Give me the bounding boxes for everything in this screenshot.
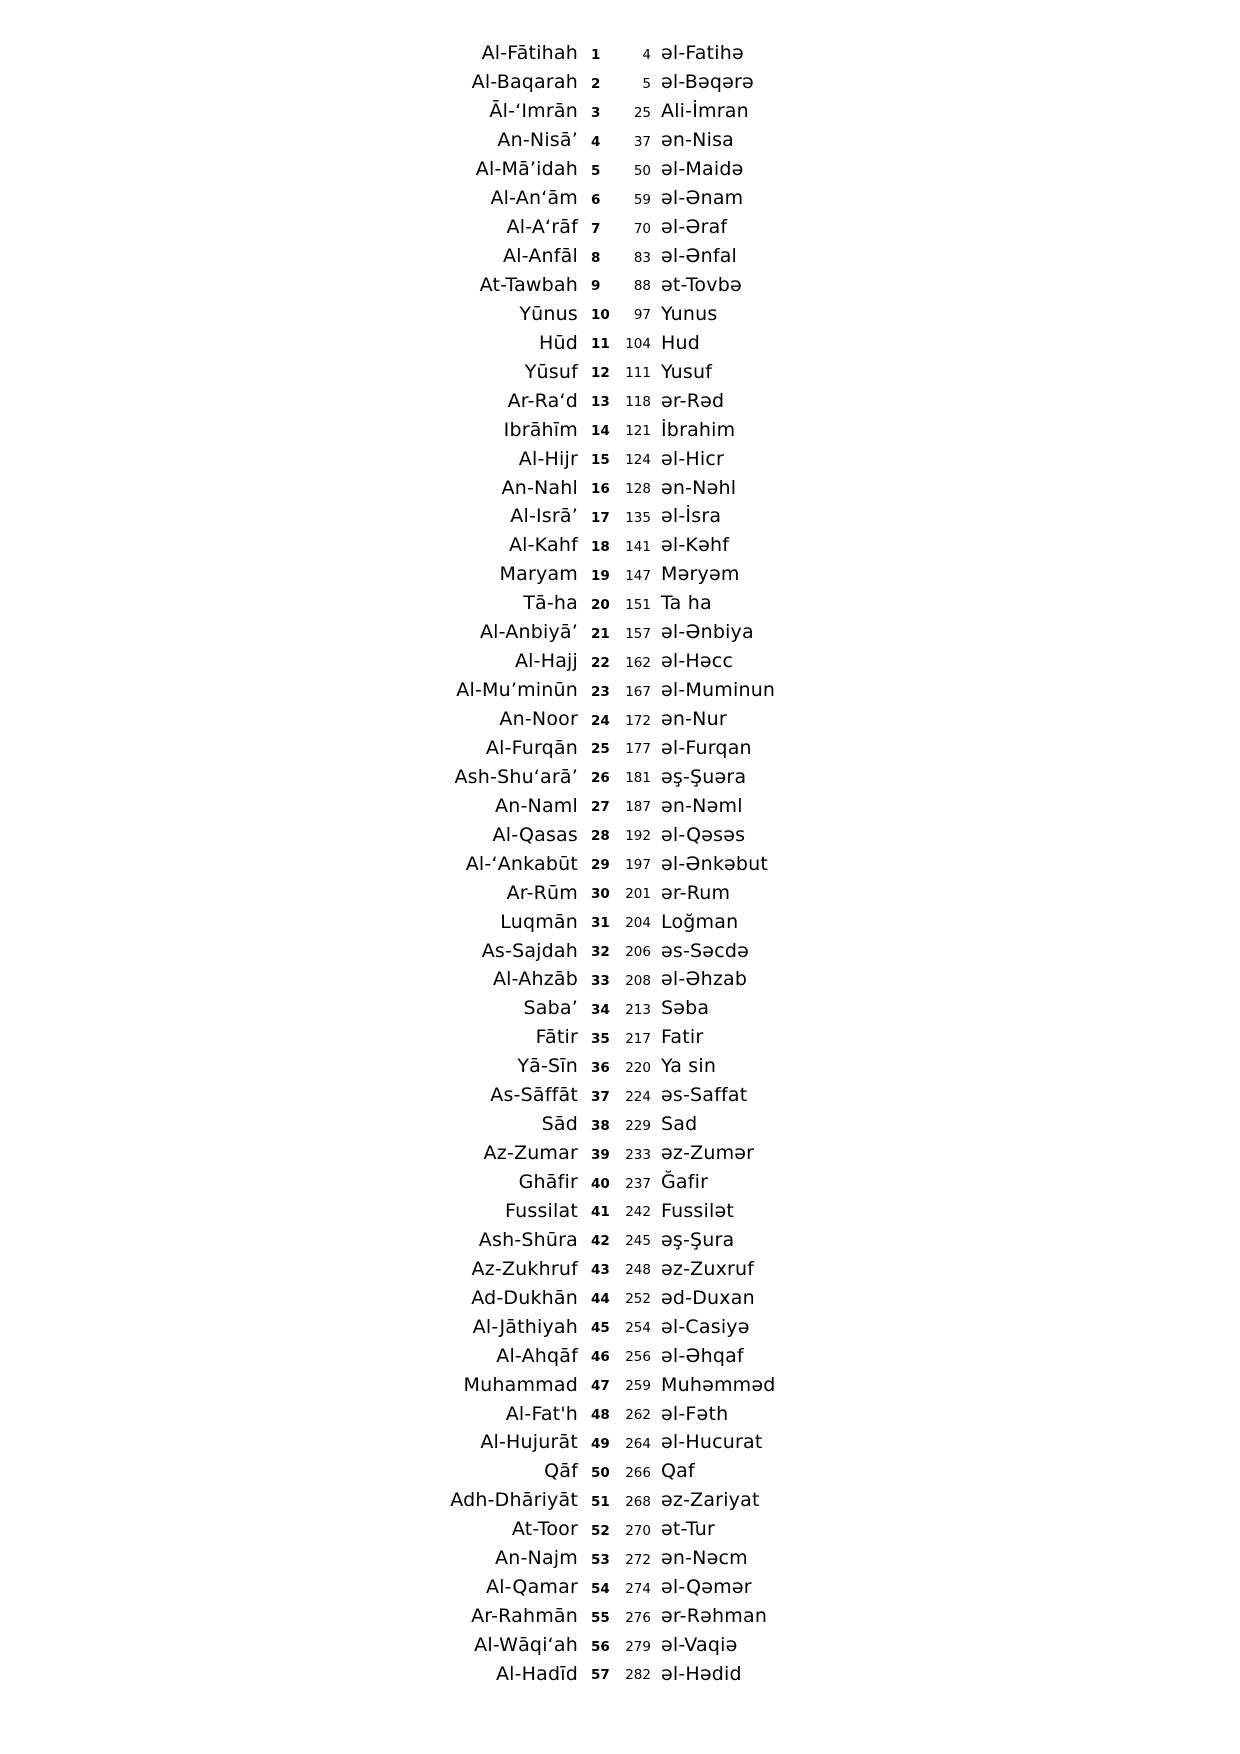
surah-number: 19 bbox=[591, 567, 610, 584]
surah-number: 31 bbox=[591, 915, 610, 932]
table-row bbox=[0, 1660, 1240, 1689]
surah-azerbaijani-name: ər-Rum bbox=[661, 881, 731, 904]
table-row bbox=[0, 502, 1240, 531]
surah-azerbaijani-name: əl-Furqan bbox=[661, 736, 752, 759]
surah-latin-name: Al-Furqān bbox=[485, 736, 578, 759]
surah-azerbaijani-name: İbrahim bbox=[661, 418, 736, 441]
surah-page-number: 254 bbox=[625, 1320, 651, 1337]
surah-latin-name: Ash-Shu‘arā’ bbox=[454, 765, 578, 788]
table-row bbox=[0, 1544, 1240, 1573]
surah-azerbaijani-name: əz-Zariyat bbox=[661, 1489, 760, 1512]
surah-number: 21 bbox=[591, 625, 610, 642]
surah-azerbaijani-name: əş-Şuəra bbox=[661, 765, 747, 788]
surah-page-number: 208 bbox=[625, 972, 651, 989]
surah-number: 49 bbox=[591, 1435, 610, 1452]
surah-latin-name: Al-Ahzāb bbox=[492, 968, 578, 991]
surah-latin-name: Al-A‘rāf bbox=[506, 216, 578, 239]
surah-page-number: 206 bbox=[625, 944, 651, 961]
surah-number: 36 bbox=[591, 1059, 610, 1076]
surah-number: 44 bbox=[591, 1291, 610, 1308]
surah-azerbaijani-name: əz-Zuxruf bbox=[661, 1257, 755, 1280]
surah-latin-name: Al-Mu’minūn bbox=[456, 679, 578, 702]
surah-page-number: 268 bbox=[625, 1493, 651, 1510]
surah-number: 14 bbox=[591, 423, 610, 440]
surah-latin-name: Muhammad bbox=[463, 1373, 578, 1396]
surah-azerbaijani-name: ən-Nisa bbox=[661, 129, 735, 152]
surah-azerbaijani-name: əl-Qəsəs bbox=[661, 823, 746, 846]
surah-latin-name: Al-Qasas bbox=[492, 823, 578, 846]
surah-number: 7 bbox=[591, 220, 601, 237]
surah-azerbaijani-name: Ali-İmran bbox=[661, 100, 749, 123]
surah-page-number: 266 bbox=[625, 1464, 651, 1481]
surah-number: 41 bbox=[591, 1204, 610, 1221]
surah-number: 43 bbox=[591, 1262, 610, 1279]
table-row bbox=[0, 97, 1240, 126]
table-row bbox=[0, 386, 1240, 415]
surah-page-number: 197 bbox=[625, 857, 651, 874]
surah-page-number: 118 bbox=[625, 394, 651, 411]
table-row bbox=[0, 1573, 1240, 1602]
surah-page-number: 121 bbox=[625, 423, 651, 440]
surah-page-number: 187 bbox=[625, 799, 651, 816]
surah-page-number: 201 bbox=[625, 886, 651, 903]
surah-page-number: 248 bbox=[625, 1262, 651, 1279]
surah-latin-name: Hūd bbox=[539, 331, 578, 354]
surah-latin-name: Az-Zukhruf bbox=[471, 1257, 578, 1280]
surah-number: 11 bbox=[591, 336, 610, 353]
surah-page-number: 50 bbox=[633, 162, 651, 179]
surah-number: 1 bbox=[591, 46, 601, 63]
table-row bbox=[0, 618, 1240, 647]
table-row bbox=[0, 791, 1240, 820]
surah-page-number: 70 bbox=[633, 220, 651, 237]
surah-azerbaijani-name: əl-Bəqərə bbox=[661, 71, 754, 94]
surah-page-number: 279 bbox=[625, 1638, 651, 1655]
surah-number: 24 bbox=[591, 712, 610, 729]
surah-azerbaijani-name: Yunus bbox=[661, 302, 718, 325]
surah-page-number: 177 bbox=[625, 741, 651, 758]
surah-number: 22 bbox=[591, 654, 610, 671]
surah-latin-name: Al-Hujurāt bbox=[480, 1431, 578, 1454]
table-row bbox=[0, 705, 1240, 734]
surah-latin-name: An-Noor bbox=[499, 708, 578, 731]
table-row bbox=[0, 1081, 1240, 1110]
surah-page-number: 224 bbox=[625, 1088, 651, 1105]
table-row bbox=[0, 1602, 1240, 1631]
surah-azerbaijani-name: əl-Əhqaf bbox=[661, 1344, 744, 1367]
surah-azerbaijani-name: əs-Saffat bbox=[661, 1084, 748, 1107]
table-row bbox=[0, 1197, 1240, 1226]
table-row bbox=[0, 1023, 1240, 1052]
surah-page-number: 274 bbox=[625, 1580, 651, 1597]
surah-page-number: 25 bbox=[633, 104, 651, 121]
table-row bbox=[0, 676, 1240, 705]
surah-list bbox=[0, 39, 1240, 1688]
surah-number: 29 bbox=[591, 857, 610, 874]
surah-latin-name: Ar-Rahmān bbox=[471, 1605, 578, 1628]
surah-latin-name: Adh-Dhāriyāt bbox=[450, 1489, 578, 1512]
table-row bbox=[0, 473, 1240, 502]
surah-azerbaijani-name: ət-Tur bbox=[661, 1518, 716, 1541]
surah-azerbaijani-name: Hud bbox=[661, 331, 700, 354]
surah-number: 15 bbox=[591, 452, 610, 469]
table-row bbox=[0, 647, 1240, 676]
surah-latin-name: Qāf bbox=[544, 1460, 578, 1483]
surah-latin-name: As-Sāffāt bbox=[490, 1084, 578, 1107]
surah-azerbaijani-name: ət-Tovbə bbox=[661, 273, 742, 296]
surah-number: 16 bbox=[591, 481, 610, 498]
table-row bbox=[0, 1254, 1240, 1283]
surah-latin-name: Al-‘Ankabūt bbox=[465, 852, 578, 875]
surah-latin-name: Al-An‘ām bbox=[490, 187, 578, 210]
surah-latin-name: Tā-ha bbox=[523, 592, 578, 615]
surah-azerbaijani-name: əs-Səcdə bbox=[661, 939, 749, 962]
surah-page-number: 242 bbox=[625, 1204, 651, 1221]
surah-latin-name: Fussilat bbox=[505, 1199, 578, 1222]
surah-azerbaijani-name: əl-İsra bbox=[661, 505, 722, 528]
table-row bbox=[0, 907, 1240, 936]
surah-azerbaijani-name: əl-Qəmər bbox=[661, 1576, 752, 1599]
table-row bbox=[0, 734, 1240, 763]
surah-number: 54 bbox=[591, 1580, 610, 1597]
table-row bbox=[0, 1370, 1240, 1399]
surah-latin-name: Al-Anbiyā’ bbox=[479, 621, 578, 644]
surah-page-number: 151 bbox=[625, 596, 651, 613]
surah-latin-name: Al-Hajj bbox=[514, 650, 578, 673]
surah-azerbaijani-name: əl-Hədid bbox=[661, 1662, 742, 1685]
surah-azerbaijani-name: Fussilət bbox=[661, 1199, 735, 1222]
surah-page-number: 135 bbox=[625, 509, 651, 526]
surah-number: 32 bbox=[591, 944, 610, 961]
surah-number: 48 bbox=[591, 1407, 610, 1424]
table-row bbox=[0, 1312, 1240, 1341]
table-row bbox=[0, 68, 1240, 97]
surah-azerbaijani-name: Fatir bbox=[661, 1026, 704, 1049]
table-row bbox=[0, 1428, 1240, 1457]
surah-page-number: 181 bbox=[625, 770, 651, 787]
table-row bbox=[0, 936, 1240, 965]
surah-number: 33 bbox=[591, 972, 610, 989]
surah-page-number: 104 bbox=[625, 336, 651, 353]
surah-azerbaijani-name: əl-Ənfal bbox=[661, 245, 738, 268]
surah-page-number: 213 bbox=[625, 1001, 651, 1018]
surah-number: 40 bbox=[591, 1175, 610, 1192]
surah-page-number: 259 bbox=[625, 1378, 651, 1395]
surah-azerbaijani-name: ər-Rəhman bbox=[661, 1605, 768, 1628]
table-row bbox=[0, 1515, 1240, 1544]
surah-latin-name: Al-Hadīd bbox=[495, 1662, 578, 1685]
surah-page-number: 147 bbox=[625, 567, 651, 584]
surah-latin-name: Al-Fat'h bbox=[505, 1402, 578, 1425]
table-row bbox=[0, 184, 1240, 213]
surah-latin-name: Sād bbox=[541, 1113, 578, 1136]
surah-azerbaijani-name: ər-Rəd bbox=[661, 389, 725, 412]
surah-number: 4 bbox=[591, 133, 601, 150]
surah-latin-name: At-Tawbah bbox=[479, 273, 578, 296]
table-row bbox=[0, 531, 1240, 560]
surah-latin-name: Ar-Ra‘d bbox=[507, 389, 578, 412]
surah-latin-name: Al-Mā’idah bbox=[475, 158, 578, 181]
surah-page-number: 245 bbox=[625, 1233, 651, 1250]
surah-latin-name: Ghāfir bbox=[518, 1171, 578, 1194]
table-row bbox=[0, 878, 1240, 907]
surah-azerbaijani-name: Ğafir bbox=[661, 1171, 709, 1194]
surah-page-number: 111 bbox=[625, 365, 651, 382]
surah-azerbaijani-name: ən-Nəcm bbox=[661, 1547, 748, 1570]
table-row bbox=[0, 1225, 1240, 1254]
surah-page-number: 276 bbox=[625, 1609, 651, 1626]
surah-page-number: 220 bbox=[625, 1059, 651, 1076]
surah-azerbaijani-name: Səba bbox=[661, 997, 710, 1020]
surah-page-number: 204 bbox=[625, 915, 651, 932]
surah-latin-name: Al-Jāthiyah bbox=[472, 1315, 578, 1338]
surah-page-number: 124 bbox=[625, 452, 651, 469]
table-row bbox=[0, 155, 1240, 184]
surah-page-number: 128 bbox=[625, 481, 651, 498]
surah-azerbaijani-name: əl-Fəth bbox=[661, 1402, 729, 1425]
surah-page-number: 192 bbox=[625, 828, 651, 845]
surah-latin-name: Al-Wāqi‘ah bbox=[474, 1634, 578, 1657]
surah-azerbaijani-name: əl-Ənbiya bbox=[661, 621, 754, 644]
surah-latin-name: Āl-‘Imrān bbox=[489, 100, 578, 123]
surah-latin-name: Saba’ bbox=[523, 997, 578, 1020]
table-row bbox=[0, 994, 1240, 1023]
surah-number: 17 bbox=[591, 509, 610, 526]
table-row bbox=[0, 762, 1240, 791]
surah-number: 23 bbox=[591, 683, 610, 700]
surah-azerbaijani-name: Yusuf bbox=[661, 360, 713, 383]
surah-azerbaijani-name: əl-Fatihə bbox=[661, 42, 744, 65]
surah-number: 47 bbox=[591, 1378, 610, 1395]
surah-azerbaijani-name: əl-Ənkəbut bbox=[661, 852, 769, 875]
surah-latin-name: Ar-Rūm bbox=[506, 881, 578, 904]
table-row bbox=[0, 1631, 1240, 1660]
surah-azerbaijani-name: Ya sin bbox=[661, 1055, 717, 1078]
surah-number: 46 bbox=[591, 1349, 610, 1366]
surah-page-number: 237 bbox=[625, 1175, 651, 1192]
surah-latin-name: Ash-Shūra bbox=[478, 1228, 578, 1251]
surah-page-number: 157 bbox=[625, 625, 651, 642]
surah-latin-name: Al-Isrā’ bbox=[510, 505, 578, 528]
surah-page-number: 5 bbox=[642, 75, 651, 92]
surah-page-number: 141 bbox=[625, 538, 651, 555]
surah-page-number: 162 bbox=[625, 654, 651, 671]
surah-page-number: 97 bbox=[633, 307, 651, 324]
table-row bbox=[0, 1486, 1240, 1515]
table-row bbox=[0, 126, 1240, 155]
surah-page-number: 4 bbox=[642, 46, 651, 63]
table-row bbox=[0, 1457, 1240, 1486]
surah-page-number: 172 bbox=[625, 712, 651, 729]
surah-latin-name: An-Najm bbox=[495, 1547, 578, 1570]
surah-number: 5 bbox=[591, 162, 601, 179]
table-row bbox=[0, 560, 1240, 589]
surah-azerbaijani-name: Məryəm bbox=[661, 563, 740, 586]
surah-number: 42 bbox=[591, 1233, 610, 1250]
surah-page-number: 88 bbox=[633, 278, 651, 295]
surah-latin-name: Az-Zumar bbox=[483, 1142, 578, 1165]
surah-azerbaijani-name: əl-Vaqiə bbox=[661, 1634, 738, 1657]
surah-latin-name: Yā-Sīn bbox=[517, 1055, 578, 1078]
surah-number: 8 bbox=[591, 249, 601, 266]
surah-azerbaijani-name: əd-Duxan bbox=[661, 1286, 755, 1309]
surah-page-number: 256 bbox=[625, 1349, 651, 1366]
surah-number: 50 bbox=[591, 1464, 610, 1481]
table-row bbox=[0, 213, 1240, 242]
surah-page-number: 262 bbox=[625, 1407, 651, 1424]
table-row bbox=[0, 415, 1240, 444]
surah-latin-name: Ad-Dukhān bbox=[471, 1286, 578, 1309]
surah-latin-name: Al-Anfāl bbox=[503, 245, 578, 268]
surah-azerbaijani-name: Sad bbox=[661, 1113, 698, 1136]
surah-number: 52 bbox=[591, 1522, 610, 1539]
surah-number: 30 bbox=[591, 886, 610, 903]
table-row bbox=[0, 1139, 1240, 1168]
surah-latin-name: Al-Ahqāf bbox=[496, 1344, 578, 1367]
surah-number: 3 bbox=[591, 104, 601, 121]
table-row bbox=[0, 849, 1240, 878]
surah-azerbaijani-name: əl-Ənam bbox=[661, 187, 744, 210]
surah-number: 25 bbox=[591, 741, 610, 758]
table-row bbox=[0, 1110, 1240, 1139]
surah-number: 27 bbox=[591, 799, 610, 816]
surah-page-number: 83 bbox=[633, 249, 651, 266]
surah-number: 26 bbox=[591, 770, 610, 787]
surah-page-number: 167 bbox=[625, 683, 651, 700]
table-row bbox=[0, 1399, 1240, 1428]
surah-azerbaijani-name: əl-Muminun bbox=[661, 679, 776, 702]
surah-page-number: 272 bbox=[625, 1551, 651, 1568]
surah-page-number: 217 bbox=[625, 1030, 651, 1047]
surah-page-number: 282 bbox=[625, 1667, 651, 1684]
table-row bbox=[0, 357, 1240, 386]
surah-number: 39 bbox=[591, 1146, 610, 1163]
surah-azerbaijani-name: əl-Kəhf bbox=[661, 534, 730, 557]
surah-number: 35 bbox=[591, 1030, 610, 1047]
surah-latin-name: Yūsuf bbox=[524, 360, 578, 383]
surah-page-number: 233 bbox=[625, 1146, 651, 1163]
surah-latin-name: Al-Baqarah bbox=[471, 71, 578, 94]
surah-page-number: 229 bbox=[625, 1117, 651, 1134]
surah-azerbaijani-name: əş-Şura bbox=[661, 1228, 735, 1251]
table-row bbox=[0, 1341, 1240, 1370]
table-row bbox=[0, 1168, 1240, 1197]
surah-latin-name: Al-Qamar bbox=[486, 1576, 578, 1599]
surah-page-number: 59 bbox=[633, 191, 651, 208]
surah-azerbaijani-name: əl-Casiyə bbox=[661, 1315, 750, 1338]
table-row bbox=[0, 820, 1240, 849]
surah-azerbaijani-name: Ta ha bbox=[661, 592, 712, 615]
surah-azerbaijani-name: ən-Nəhl bbox=[661, 476, 737, 499]
surah-latin-name: At-Toor bbox=[511, 1518, 578, 1541]
surah-number: 18 bbox=[591, 538, 610, 555]
surah-azerbaijani-name: əl-Maidə bbox=[661, 158, 744, 181]
table-row bbox=[0, 1283, 1240, 1312]
surah-azerbaijani-name: Qaf bbox=[661, 1460, 695, 1483]
surah-number: 13 bbox=[591, 394, 610, 411]
surah-number: 20 bbox=[591, 596, 610, 613]
surah-azerbaijani-name: əl-Əhzab bbox=[661, 968, 748, 991]
surah-azerbaijani-name: ən-Nəml bbox=[661, 794, 743, 817]
surah-latin-name: Luqmān bbox=[500, 910, 578, 933]
surah-number: 9 bbox=[591, 278, 601, 295]
surah-azerbaijani-name: əl-Əraf bbox=[661, 216, 728, 239]
surah-page-number: 270 bbox=[625, 1522, 651, 1539]
surah-azerbaijani-name: əl-Hucurat bbox=[661, 1431, 763, 1454]
surah-number: 51 bbox=[591, 1493, 610, 1510]
surah-number: 34 bbox=[591, 1001, 610, 1018]
surah-latin-name: Fātir bbox=[535, 1026, 578, 1049]
table-row bbox=[0, 39, 1240, 68]
surah-latin-name: An-Nahl bbox=[501, 476, 578, 499]
table-row bbox=[0, 299, 1240, 328]
surah-number: 2 bbox=[591, 75, 601, 92]
surah-number: 53 bbox=[591, 1551, 610, 1568]
table-row bbox=[0, 965, 1240, 994]
surah-latin-name: An-Naml bbox=[495, 794, 578, 817]
surah-number: 12 bbox=[591, 365, 610, 382]
table-row bbox=[0, 444, 1240, 473]
surah-number: 37 bbox=[591, 1088, 610, 1105]
surah-azerbaijani-name: Muhəmməd bbox=[661, 1373, 776, 1396]
surah-latin-name: Ibrāhīm bbox=[503, 418, 578, 441]
surah-latin-name: Yūnus bbox=[519, 302, 578, 325]
surah-page-number: 252 bbox=[625, 1291, 651, 1308]
surah-azerbaijani-name: əl-Həcc bbox=[661, 650, 734, 673]
surah-number: 45 bbox=[591, 1320, 610, 1337]
surah-page-number: 264 bbox=[625, 1435, 651, 1452]
surah-azerbaijani-name: ən-Nur bbox=[661, 708, 727, 731]
surah-latin-name: Maryam bbox=[499, 563, 578, 586]
surah-azerbaijani-name: əz-Zumər bbox=[661, 1142, 755, 1165]
surah-latin-name: Al-Kahf bbox=[508, 534, 578, 557]
table-row bbox=[0, 589, 1240, 618]
surah-latin-name: As-Sajdah bbox=[481, 939, 578, 962]
surah-number: 55 bbox=[591, 1609, 610, 1626]
table-row bbox=[0, 328, 1240, 357]
surah-azerbaijani-name: əl-Hicr bbox=[661, 447, 725, 470]
surah-number: 10 bbox=[591, 307, 610, 324]
surah-page-number: 37 bbox=[633, 133, 651, 150]
surah-latin-name: An-Nisā’ bbox=[497, 129, 578, 152]
surah-number: 57 bbox=[591, 1667, 610, 1684]
table-row bbox=[0, 271, 1240, 300]
surah-latin-name: Al-Fātihah bbox=[481, 42, 578, 65]
surah-latin-name: Al-Hijr bbox=[518, 447, 578, 470]
surah-number: 56 bbox=[591, 1638, 610, 1655]
table-row bbox=[0, 242, 1240, 271]
table-row bbox=[0, 1052, 1240, 1081]
surah-number: 28 bbox=[591, 828, 610, 845]
surah-azerbaijani-name: Loğman bbox=[661, 910, 739, 933]
surah-number: 6 bbox=[591, 191, 601, 208]
surah-number: 38 bbox=[591, 1117, 610, 1134]
